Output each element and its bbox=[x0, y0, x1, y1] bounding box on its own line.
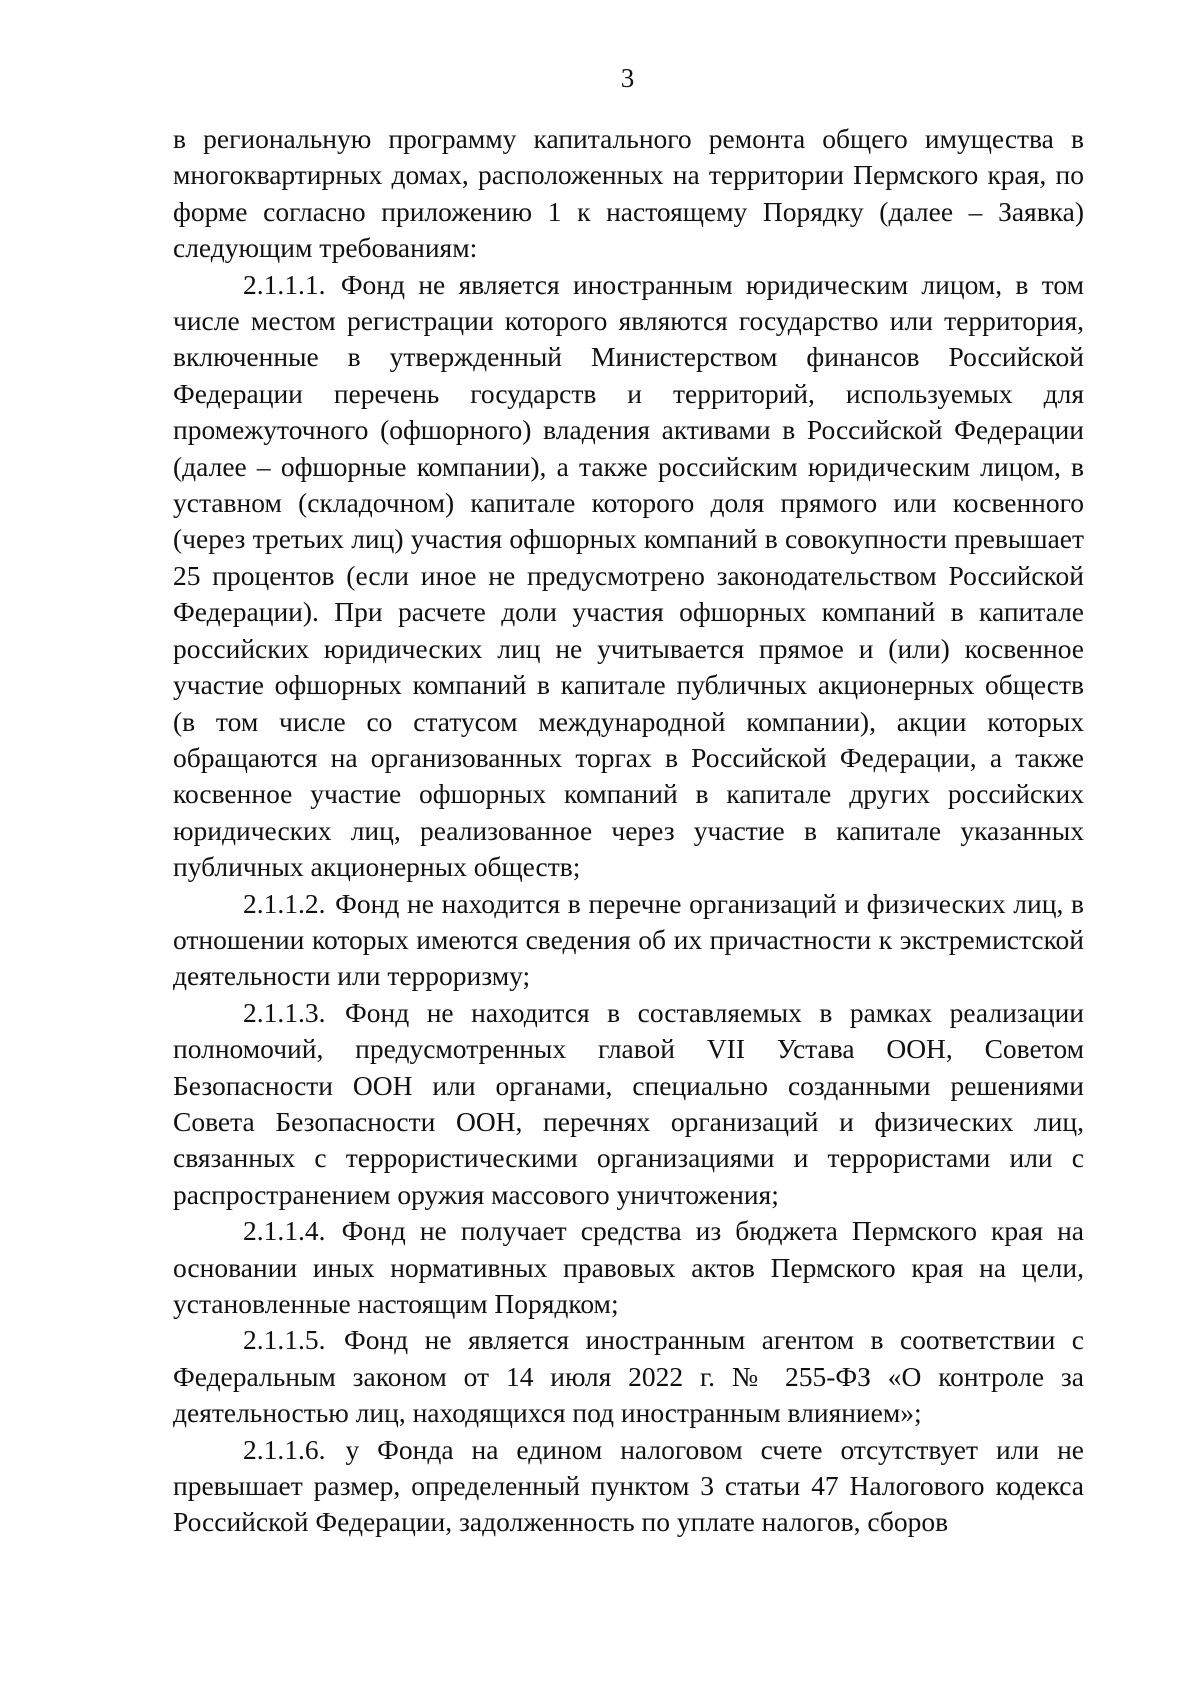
clause-number: 2.1.1.3. bbox=[243, 996, 326, 1028]
paragraph-2-1-1-3 bbox=[173, 995, 1084, 1213]
clause-number: 2.1.1.1. bbox=[243, 268, 326, 300]
paragraph-2-1-1-5 bbox=[173, 1322, 1084, 1431]
paragraph-text: в региональную программу капитального ремонта общего имущества в многоквартирных домах, расположенных на территории Пермского края, по форме согласно приложению 1 к настоящему Порядку (далее – Заявка) следующим требованиям: bbox=[173, 123, 1084, 264]
document-body bbox=[173, 121, 1084, 1541]
paragraph-text: Фонд не является иностранным агентом в соответствии с Федеральным законом от 14 июля 2022 г. № 255-ФЗ «О контроле за деятельностью лиц, находящихся под иностранным влиянием»; bbox=[173, 1324, 1085, 1429]
clause-number: 2.1.1.2. bbox=[243, 887, 326, 919]
paragraph-text: Фонд не находится в перечне организаций и физических лиц, в отношении которых имеются сведения об их причастности к экстремистской деятельности или терроризму; bbox=[173, 887, 1084, 992]
paragraph-2-1-1-4 bbox=[173, 1213, 1084, 1322]
paragraph-text: у Фонда на едином налоговом счете отсутствует или не превышает размер, определенный пунктом 3 статьи 47 Налогового кодекса Российской Федерации, задолженность по уплате налогов, сборов bbox=[173, 1433, 1084, 1538]
paragraph-text: Фонд не является иностранным юридическим лицом, в том числе местом регистрации которого являются государство или территория, включенные в утвержденный Министерством финансов Российской Федерации перечень государств и территорий, используемых для промежуточного (офшорного) владения активами в Российской Федерации (далее – офшорные компании), а также российским юридическим лицом, в уставном (складочном) капитале которого доля прямого или косвенного (через третьих лиц) участия офшорных компаний в совокупности превышает 25 процентов (если иное не предусмотрено законодательством Российской Федерации). При расчете доли участия офшорных компаний в капитале российских юридических лиц не учитывается прямое и (или) косвенное участие офшорных компаний в капитале публичных акционерных обществ (в том числе со статусом международной компании), акции которых обращаются на организованных торгах в Российской Федерации, а также косвенное участие офшорных компаний в капитале других российских юридических лиц, реализованное через участие в капитале указанных публичных акционерных обществ; bbox=[173, 268, 1084, 883]
paragraph-text: Фонд не получает средства из бюджета Пермского края на основании иных нормативных правовых актов Пермского края на цели, установленные настоящим Порядком; bbox=[173, 1215, 1085, 1319]
paragraph-2-1-1-1 bbox=[173, 267, 1084, 886]
clause-number: 2.1.1.4. bbox=[243, 1215, 326, 1247]
page-number: 3 bbox=[620, 63, 635, 93]
paragraph-text: Фонд не находится в составляемых в рамках реализации полномочий, предусмотренных главой VII Устава ООН, Советом Безопасности ООН или органами, специально созданными решениями Совета Безопасности ООН, перечнях организаций и физических лиц, связанных с террористическими организациями и террористами или с распространением оружия массового уничтожения; bbox=[173, 996, 1085, 1210]
paragraph-2-1-1-2 bbox=[173, 886, 1084, 995]
paragraph-continuation bbox=[173, 121, 1084, 267]
clause-number: 2.1.1.5. bbox=[243, 1324, 326, 1356]
clause-number: 2.1.1.6. bbox=[243, 1433, 326, 1465]
paragraph-2-1-1-6 bbox=[173, 1432, 1084, 1541]
